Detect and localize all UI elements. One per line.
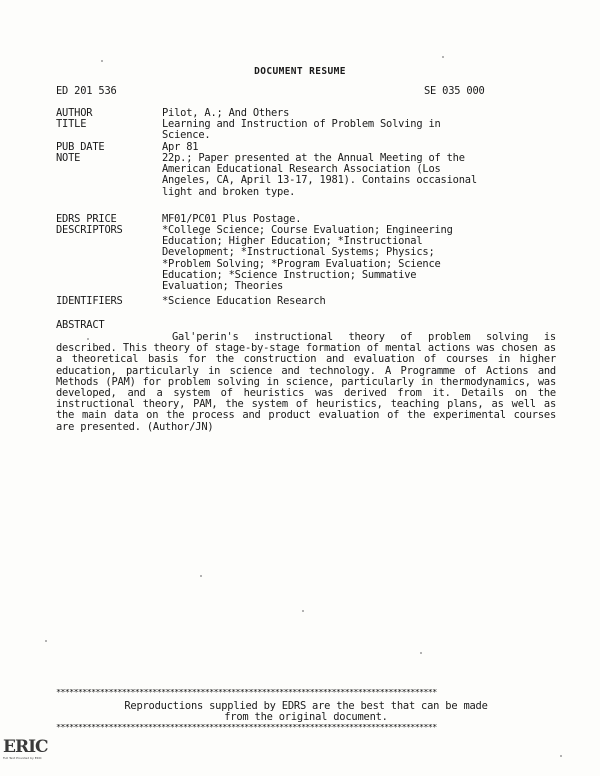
- scan-speck: [302, 610, 304, 612]
- eric-logo-subtext: Full Text Provided by ERIC: [3, 756, 42, 760]
- identifiers-field: [56, 296, 576, 307]
- scan-speck: [45, 640, 47, 642]
- edrs-price-label: EDRS PRICE: [56, 213, 117, 225]
- note-value: 22p.; Paper presented at the Annual Meeting of the American Educational Research Association (Los Angeles, CA, April 13-17, 1981). Contains occasional light and broken type.: [162, 152, 477, 198]
- eric-logo-text: ERIC: [3, 737, 48, 757]
- abstract-text: Gal'perin's instructional theory of problem solving is described. This theory of stage-by-stage formation of mental actions was chosen as a theoretical basis for the construction and evaluation of courses in higher education, particularly in science and technology. A Programme of Actions and Methods (PAM) for problem solving in science, particularly in thermodynamics, was developed, and a system of heuristics was derived from it. Details on the instructional theory, PAM, the system of heuristics, teaching plans, as well as the main data on the process and product evaluation of the experimental courses are presented. (Author/JN): [56, 331, 556, 433]
- scan-speck: [200, 575, 202, 577]
- identifiers-label: IDENTIFIERS: [56, 295, 123, 307]
- pub-date-value: Apr 81: [162, 141, 199, 153]
- stars-divider-bottom: ***************************************************************************************: [56, 724, 437, 733]
- scan-speck: [101, 60, 103, 62]
- descriptors-label: DESCRIPTORS: [56, 224, 123, 236]
- pub-date-label: PUB DATE: [56, 141, 105, 153]
- author-value: Pilot, A.; And Others: [162, 107, 290, 119]
- identifiers-value: *Science Education Research: [162, 295, 326, 307]
- edrs-price-value: MF01/PC01 Plus Postage.: [162, 213, 302, 225]
- note-field: [56, 153, 576, 198]
- descriptors-field: [56, 225, 576, 292]
- stars-divider-top: ***************************************************************************************: [56, 689, 437, 698]
- title-label: TITLE: [56, 118, 87, 130]
- scan-speck: [87, 338, 89, 340]
- reproduction-notice-line2: from the original document.: [224, 711, 388, 723]
- author-label: AUTHOR: [56, 107, 93, 119]
- document-title: DOCUMENT RESUME: [254, 66, 346, 77]
- title-field: [56, 119, 576, 141]
- descriptors-value: *College Science; Course Evaluation; Engineering Education; Higher Education; *Instructional Development; *Instructional Systems; Physics; *Problem Solving; *Program Evaluation; Science Education; *Science Instruction; Summative Evaluation; Theories: [162, 224, 453, 293]
- scan-speck: [442, 56, 444, 58]
- se-number: SE 035 000: [424, 85, 485, 97]
- ed-number: ED 201 536: [56, 85, 117, 97]
- note-label: NOTE: [56, 152, 81, 164]
- abstract-label: ABSTRACT: [56, 319, 105, 331]
- title-value: Learning and Instruction of Problem Solving in Science.: [162, 118, 441, 142]
- scan-speck: [560, 755, 562, 757]
- scan-speck: [420, 652, 422, 654]
- eric-logo: [3, 737, 48, 762]
- reproduction-notice-line1: Reproductions supplied by EDRS are the best that can be made: [124, 700, 488, 712]
